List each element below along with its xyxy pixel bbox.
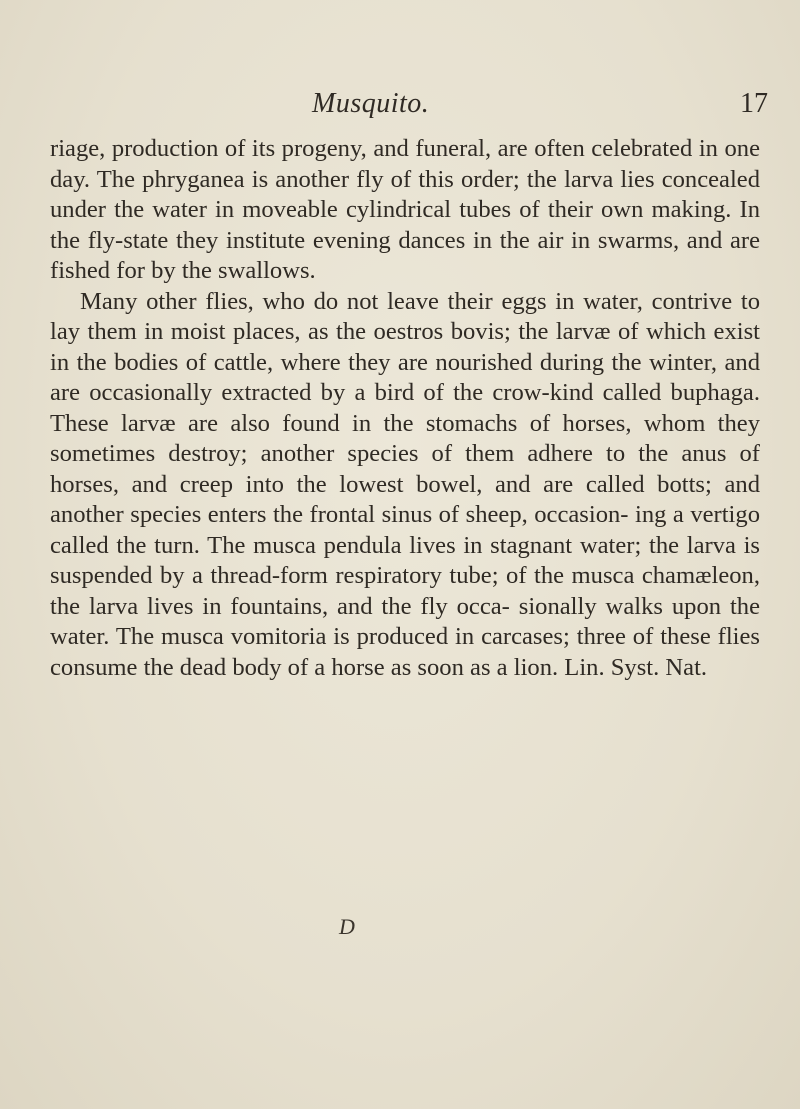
page-header — [0, 88, 800, 128]
paragraph-continuation: riage, production of its progeny, and funeral, are often celebrated in one day. The phryganea is another fly of this order; the larva lies concealed under the water in moveable cylindrical tubes of their own making. In the fly-state they institute evening dances in the air in swarms, and are fished for by the swallows. — [50, 135, 760, 284]
running-title: Musquito. — [312, 88, 430, 119]
paragraph-many-other-flies: Many other flies, who do not leave their eggs in water, contrive to lay them in moist places, as the oestros bovis; the larvæ of which exist in the bodies of cattle, where they are nourished during the winter, and are occasionally extracted by a bird of the crow-kind called buphaga. These larvæ are also found in the stomachs of horses, whom they sometimes destroy; another species of them adhere to the anus of horses, and creep into the lowest bowel, and are called botts; and another species enters the frontal sinus of sheep, occasion- ing a vertigo called the turn. The musca pendula lives in stagnant water; the larva is suspended by a thread-form respiratory tube; of the musca chamæleon, the larva lives in fountains, and the fly occa- sionally walks upon the water. The musca vomitoria is produced in carcases; three of these flies consume the dead body of a horse as soon as a lion. Lin. Syst. Nat. — [50, 287, 760, 681]
body-text — [50, 134, 760, 683]
page-number: 17 — [740, 88, 768, 119]
signature-mark: D — [339, 914, 355, 939]
